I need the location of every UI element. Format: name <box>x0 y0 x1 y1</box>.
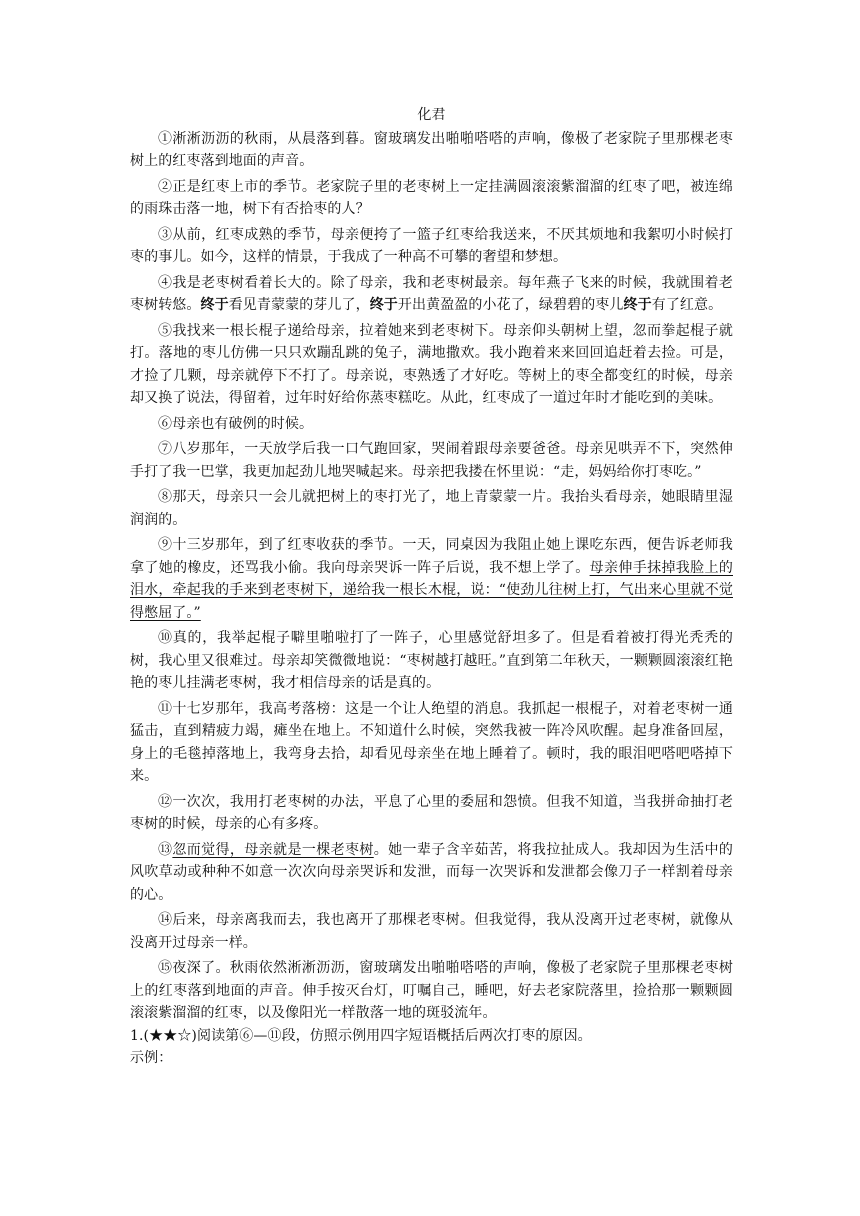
paragraph-1: ①淅淅沥沥的秋雨，从晨落到暮。窗玻璃发出啪啪嗒嗒的声响，像极了老家院子里那棵老枣树上的红枣落到地面的声音。 <box>130 130 733 169</box>
emphasis-finally-3: 终于 <box>623 297 652 313</box>
paragraph-3: ③从前，红枣成熟的季节，母亲便挎了一篮子红枣给我送来，不厌其烦地和我絮叨小时候打枣的事儿。如今，这样的情景，于我成了一种高不可攀的奢望和梦想。 <box>130 226 733 265</box>
paragraph-11: ⑪十七岁那年，我高考落榜：这是一个让人绝望的消息。我抓起一根棍子，对着老枣树一通猛击，直到精疲力竭，瘫坐在地上。不知道什么时候，突然我被一阵冷风吹醒。起身准备回屋，身上的毛毯掉落地上，我弯身去拾，却看见母亲坐在地上睡着了。顿时，我的眼泪吧嗒吧嗒掉下来。 <box>130 700 733 784</box>
paragraph-4-text-e: 有了红意。 <box>651 297 723 313</box>
emphasis-finally-2: 终于 <box>369 297 398 313</box>
paragraph-13-number: ⑬ <box>158 841 173 858</box>
paragraph-13-text: 。她一辈子含辛茹苦，将我拉扯成人。我却因为生活中的风吹草动或种种不如意一次次向母亲哭诉和发泄，而每一次哭诉和发泄都会像刀子一样割着母亲的心。 <box>130 841 733 903</box>
question-example-label: 示例： <box>130 1050 173 1066</box>
paragraph-15: ⑮夜深了。秋雨依然淅淅沥沥，窗玻璃发出啪啪嗒嗒的声响，像极了老家院子里那棵老枣树上的红枣落到地面的声音。伸手按灭台灯，叮嘱自己，睡吧，好去老家院落里，捡拾那一颗颗圆滚滚紫溜溜的红枣，以及像阳光一样散落一地的斑驳流年。 <box>130 960 733 1021</box>
paragraph-13 <box>130 839 733 907</box>
paragraph-7: ⑦八岁那年，一天放学后我一口气跑回家，哭闹着跟母亲要爸爸。母亲见哄弄不下，突然伸手打了我一巴掌，我更加起劲儿地哭喊起来。母亲把我搂在怀里说：“走，妈妈给你打枣吃。” <box>130 441 733 480</box>
paragraph-9 <box>130 534 733 624</box>
emphasis-finally-1: 终于 <box>200 297 229 313</box>
paragraph-4-text-d: 开出黄盈盈的小花了，绿碧碧的枣儿 <box>397 297 624 313</box>
paragraph-5: ⑤我找来一根长棍子递给母亲，拉着她来到老枣树下。母亲仰头朝树上望，忽而拳起棍子就打。落地的枣儿仿佛一只只欢蹦乱跳的兔子，满地撒欢。我小跑着来来回回追赶着去捡。可是，才捡了几颗，母亲就停下不打了。母亲说，枣熟透了才好吃。等树上的枣全都变红的时候，母亲却又换了说法，得留着，过年时好给你蒸枣糕吃。从此，红枣成了一道过年时才能吃到的美味。 <box>130 322 733 406</box>
paragraph-9-text: ⑨十三岁那年，到了红枣收获的季节。一天，同桌因为我阻止她上课吃东西，便告诉老师我拿了她的橡皮，还骂我小偷。我向母亲哭诉一阵子后说，我不想上学了。 <box>130 537 733 576</box>
paragraph-4-text-a: ④我是老枣树看着长大的。除了母亲，我和老枣树最亲。每年燕子飞来的时候，我就围着老枣树转悠。 <box>130 274 733 313</box>
question-1: 1.(★★☆)阅读第⑥—⑪段，仿照示例用四字短语概括后两次打枣的原因。 <box>130 1027 592 1044</box>
paragraph-2: ②正是红枣上市的季节。老家院子里的老枣树上一定挂满圆滚滚紫溜溜的红枣了吧，被连绵的雨珠击落一地，树下有否拾枣的人？ <box>130 178 733 217</box>
paragraph-13-underlined-sentence: 忽而觉得，母亲就是一棵老枣树 <box>172 841 374 858</box>
paragraph-9-underlined-sentence: 母亲伸手抹掉我脸上的泪水，牵起我的手来到老枣树下，递给我一根长木棍，说：“使劲儿往树上打，气出来心里就不觉得憋屈了。” <box>130 559 733 621</box>
paragraph-12: ⑫一次次，我用打老枣树的办法，平息了心里的委屈和怨愤。但我不知道，当我拼命抽打老枣树的时候，母亲的心有多疼。 <box>130 793 733 832</box>
paragraph-6: ⑥母亲也有破例的时候。 <box>158 415 314 432</box>
paragraph-10: ⑩真的，我举起棍子噼里啪啦打了一阵子，心里感觉舒坦多了。但是看着被打得光秃秃的树，我心里又很难过。母亲却笑微微地说：“枣树越打越旺。”直到第二年秋天，一颗颗圆滚滚红艳艳的枣儿挂满老枣树，我才相信母亲的话是真的。 <box>130 630 733 691</box>
paragraph-14: ⑭后来，母亲离我而去，我也离开了那棵老枣树。但我觉得，我从没离开过老枣树，就像从没离开过母亲一样。 <box>130 912 733 951</box>
paragraph-8: ⑧那天，母亲只一会儿就把树上的枣打光了，地上青蒙蒙一片。我抬头看母亲，她眼睛里湿润润的。 <box>130 489 733 528</box>
paragraph-4 <box>130 272 733 317</box>
paragraph-4-text-c: 看见青蒙蒙的芽儿了， <box>228 297 370 313</box>
article-body <box>130 104 733 1070</box>
article-title: 化君 <box>417 107 446 123</box>
